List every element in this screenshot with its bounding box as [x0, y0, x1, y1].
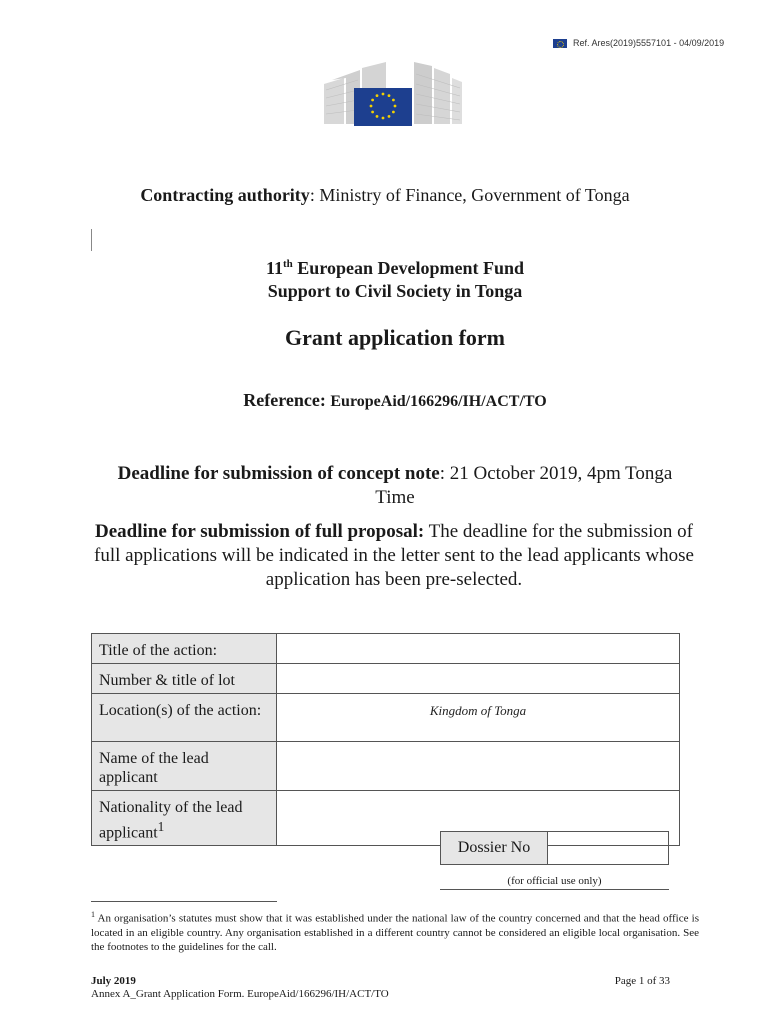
- footnote-separator: [91, 901, 277, 902]
- programme-heading: [0, 253, 770, 303]
- lot-number-title-label: Number & title of lot: [92, 664, 277, 694]
- nationality-label-text: Nationality of the lead applicant: [99, 799, 243, 842]
- programme-support-line: Support to Civil Society in Tonga: [267, 281, 523, 301]
- location-of-action-label: Location(s) of the action:: [92, 694, 277, 742]
- reference-line: [0, 390, 770, 411]
- page-title: Grant application form: [285, 325, 505, 350]
- concept-deadline-value: : 21 October 2019, 4pm Tonga Time: [375, 463, 673, 508]
- lead-applicant-name-label: Name of the lead applicant: [92, 742, 277, 791]
- contracting-authority-value: : Ministry of Finance, Government of Tonga: [309, 185, 630, 205]
- dossier-number-field[interactable]: [548, 831, 669, 865]
- table-row: [92, 634, 680, 664]
- edf-number: 11: [266, 258, 284, 278]
- lead-applicant-name-field[interactable]: [277, 742, 680, 791]
- title-of-action-field[interactable]: [277, 634, 680, 664]
- footer-date: July 2019: [91, 975, 136, 987]
- margin-change-bar: [91, 229, 92, 251]
- full-deadline-label: Deadline for submission of full proposal:: [95, 521, 425, 542]
- contracting-authority: [0, 185, 770, 206]
- footnote-text: An organisation’s statutes must show that it was established under the national law of the country concerned and that the head office is located in an eligible country. Any organisation established in a different country cannot be considered an eligible local organisation. See the footnotes to the guidelines for the call.: [91, 912, 699, 953]
- ares-reference-stamp: [553, 38, 724, 48]
- footnote: [91, 908, 699, 954]
- location-of-action-field[interactable]: Kingdom of Tonga: [277, 694, 680, 742]
- edf-ordinal-suffix: th: [283, 258, 293, 270]
- dossier-number-box: [440, 831, 669, 865]
- edf-line: [0, 253, 770, 280]
- footer-annex: Annex A_Grant Application Form. EuropeAid/166296/IH/ACT/TO: [91, 988, 389, 1000]
- lead-applicant-nationality-label: [92, 791, 277, 846]
- full-proposal-deadline: [90, 520, 698, 592]
- edf-name: European Development Fund: [292, 258, 524, 278]
- concept-note-deadline: [100, 462, 690, 510]
- reference-label: Reference:: [243, 390, 331, 410]
- european-commission-logo: [322, 60, 464, 126]
- reference-code: EuropeAid/166296/IH/ACT/TO: [330, 393, 547, 410]
- eu-flag-icon: [553, 39, 567, 48]
- page-number: Page 1 of 33: [614, 975, 670, 987]
- ares-reference-text: Ref. Ares(2019)5557101 - 04/09/2019: [573, 38, 725, 48]
- table-row: [92, 694, 680, 742]
- title-of-action-label: Title of the action:: [92, 634, 277, 664]
- action-info-table: [91, 633, 680, 846]
- official-use-note: (for official use only): [440, 875, 669, 890]
- table-row: [92, 742, 680, 791]
- footnote-reference: 1: [157, 819, 165, 834]
- table-row: [92, 664, 680, 694]
- contracting-authority-label: Contracting authority: [140, 185, 310, 205]
- page-footer-left: [91, 975, 389, 1001]
- full-deadline-value: The deadline for the submission of full applications will be indicated in the letter sent to the lead applicants whose application has been pre-selected.: [94, 521, 694, 590]
- dossier-number-label: Dossier No: [440, 831, 548, 865]
- lot-number-title-field[interactable]: [277, 664, 680, 694]
- footnote-marker: 1: [91, 910, 95, 919]
- concept-deadline-label: Deadline for submission of concept note: [117, 463, 440, 484]
